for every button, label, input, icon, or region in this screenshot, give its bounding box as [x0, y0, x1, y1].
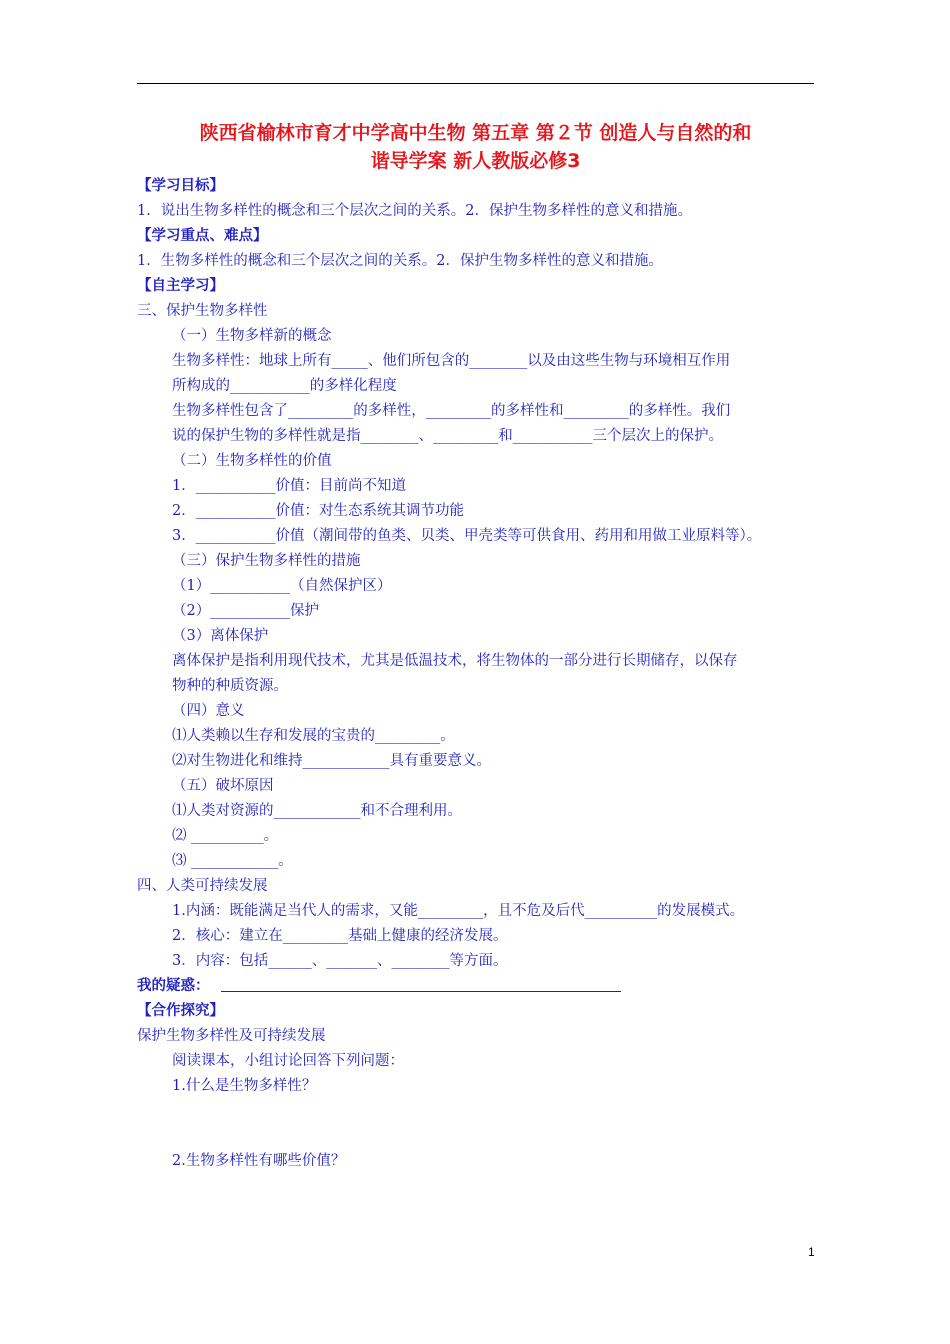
part-three-heading: 三、保护生物多样性: [137, 303, 268, 319]
subsection-significance: （四）意义: [172, 703, 245, 719]
measures-item-3: （3）离体保护: [172, 628, 269, 644]
document-title-line-2: 谐导学案 新人教版必修3: [370, 150, 581, 172]
questions-answer-line: [221, 991, 621, 992]
subsection-concept: （一）生物多样新的概念: [172, 328, 332, 344]
cooperative-instruction: 阅读课本，小组讨论回答下列问题：: [172, 1053, 404, 1069]
significance-item-1: ⑴人类赖以生存和发展的宝贵的_________。: [172, 728, 455, 744]
causes-item-3: ⑶ ____________。: [172, 853, 293, 869]
value-item-1: 1．___________价值：目前尚不知道: [172, 478, 406, 494]
cooperative-topic: 保护生物多样性及可持续发展: [137, 1028, 326, 1044]
document-title-line-1: 陕西省榆林市育才中学高中生物 第五章 第２节 创造人与自然的和: [199, 122, 752, 144]
sustainability-item-1: 1.内涵：既能满足当代人的需求，又能_________，且不危及后代__________的发展模式。: [172, 903, 745, 919]
question-1: 1.什么是生物多样性？: [172, 1078, 317, 1094]
subsection-causes: （五）破坏原因: [172, 778, 274, 794]
section-heading-key-points: 【学习重点、难点】: [137, 228, 268, 244]
sustainability-item-3: 3．内容：包括______、_______、________等方面。: [172, 953, 508, 969]
subsection-value: （二）生物多样性的价值: [172, 453, 332, 469]
page-number: 1: [808, 1245, 815, 1259]
ex-situ-line-2: 物种的种质资源。: [172, 678, 288, 694]
question-2: 2.生物多样性有哪些价值？: [172, 1153, 346, 1169]
value-item-2: 2．___________价值：对生态系统其调节功能: [172, 503, 464, 519]
section-heading-cooperative: 【合作探究】: [137, 1003, 224, 1019]
key-points-text: 1．生物多样性的概念和三个层次之间的关系。2．保护生物多样性的意义和措施。: [137, 253, 663, 269]
questions-label: 我的疑惑：: [137, 978, 210, 994]
measures-item-2: （2）___________保护: [172, 603, 319, 619]
causes-item-2: ⑵ __________。: [172, 828, 279, 844]
section-heading-self-study: 【自主学习】: [137, 278, 224, 294]
section-heading-objectives: 【学习目标】: [137, 178, 224, 194]
measures-item-1: （1）___________（自然保护区）: [172, 578, 392, 594]
concept-line-3: 生物多样性包含了_________的多样性，_________的多样性和_________的多样性。我们: [172, 403, 731, 419]
concept-line-4: 说的保护生物的多样性就是指________、_________和___________三个层次上的保护。: [172, 428, 723, 444]
subsection-measures: （三）保护生物多样性的措施: [172, 553, 361, 569]
causes-item-1: ⑴人类对资源的____________和不合理利用。: [172, 803, 462, 819]
significance-item-2: ⑵对生物进化和维持____________具有重要意义。: [172, 753, 491, 769]
sustainability-item-2: 2．核心：建立在_________基础上健康的经济发展。: [172, 928, 508, 944]
value-item-3: 3．___________价值（潮间带的鱼类、贝类、甲壳类等可供食用、药用和用做工业原料等）。: [172, 528, 762, 544]
concept-line-2: 所构成的___________的多样化程度: [172, 378, 397, 394]
part-four-heading: 四、人类可持续发展: [137, 878, 268, 894]
ex-situ-line-1: 离体保护是指利用现代技术，尤其是低温技术，将生物体的一部分进行长期储存，以保存: [172, 653, 738, 669]
header-rule: [137, 83, 814, 84]
concept-line-1: 生物多样性：地球上所有_____、他们所包含的________以及由这些生物与环境相互作用: [172, 353, 731, 369]
objectives-text: 1．说出生物多样性的概念和三个层次之间的关系。2．保护生物多样性的意义和措施。: [137, 203, 692, 219]
